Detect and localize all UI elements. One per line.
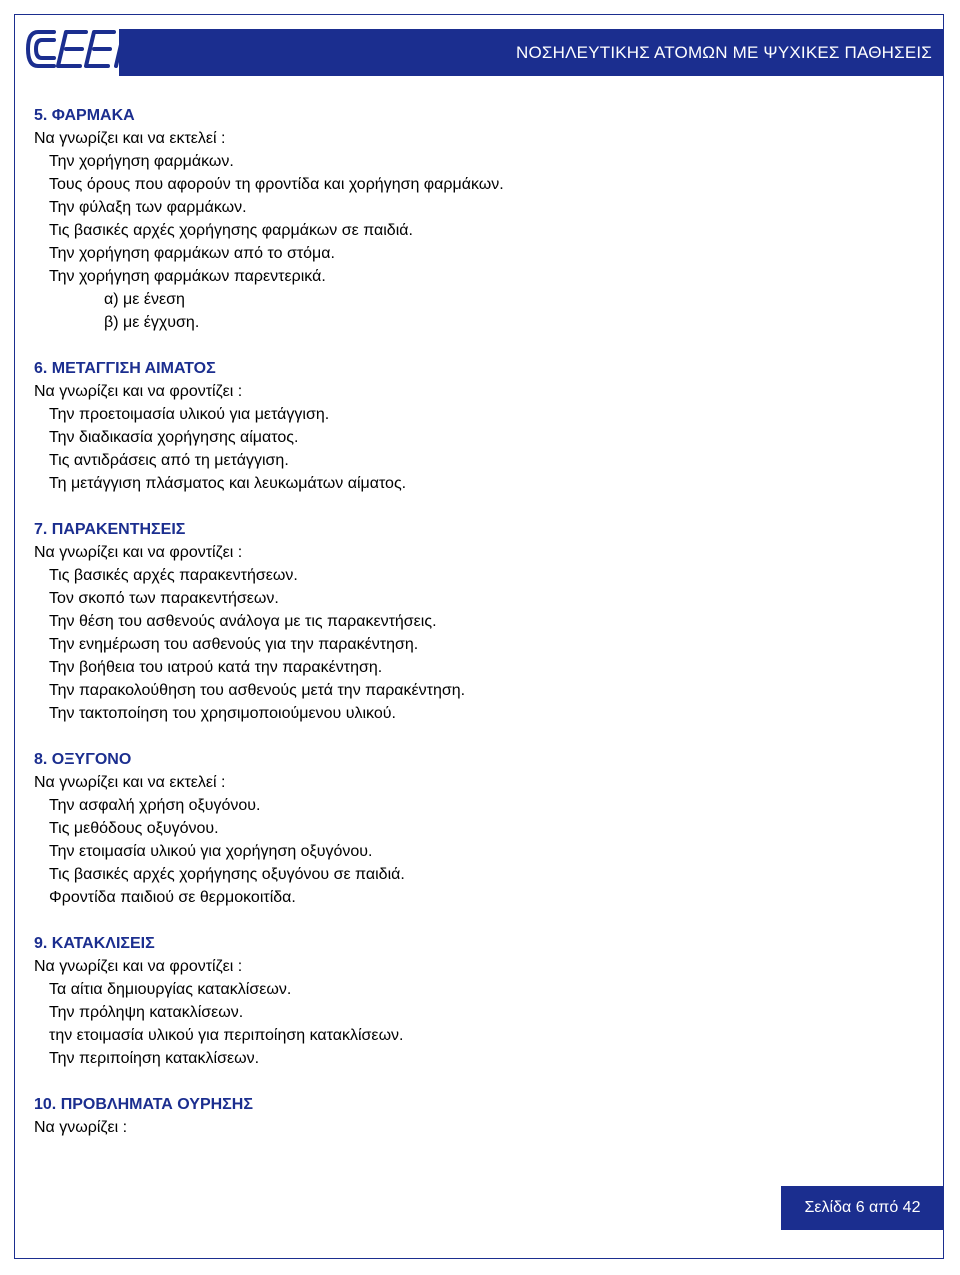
section-intro: Να γνωρίζει και να φροντίζει : <box>34 383 243 400</box>
list-item: Την τακτοποίηση του χρησιμοποιούμενου υλικού. <box>49 705 396 722</box>
section-intro: Να γνωρίζει : <box>34 1119 128 1136</box>
list-item: Τις βασικές αρχές χορήγησης οξυγόνου σε παιδιά. <box>49 866 405 883</box>
list-item: Τις μεθόδους οξυγόνου. <box>49 820 219 837</box>
section-intro: Να γνωρίζει και να φροντίζει : <box>34 958 243 975</box>
section-title: 10. ΠΡΟΒΛΗΜΑΤΑ ΟΥΡΗΣΗΣ <box>34 1096 253 1113</box>
document-body <box>34 104 924 1162</box>
list-item: Τις βασικές αρχές χορήγησης φαρμάκων σε παιδιά. <box>49 222 413 239</box>
list-item: Τις βασικές αρχές παρακεντήσεων. <box>49 567 298 584</box>
list-item: Την προετοιμασία υλικού για μετάγγιση. <box>49 406 330 423</box>
header-title: ΝΟΣΗΛΕΥΤΙΚΗΣ ΑΤΟΜΩΝ ΜΕ ΨΥΧΙΚΕΣ ΠΑΘΗΣΕΙΣ <box>119 29 944 76</box>
list-item: Τους όρους που αφορούν τη φροντίδα και χορήγηση φαρμάκων. <box>49 176 504 193</box>
sub-list-item: α) με ένεση <box>104 291 185 308</box>
list-item: Τα αίτια δημιουργίας κατακλίσεων. <box>49 981 292 998</box>
section-pharmaka <box>34 104 924 334</box>
section-katakliseis <box>34 932 924 1070</box>
list-item: Την χορήγηση φαρμάκων από το στόμα. <box>49 245 335 262</box>
list-item: Τη μετάγγιση πλάσματος και λευκωμάτων αίματος. <box>49 475 407 492</box>
section-title: 8. ΟΞΥΓΟΝΟ <box>34 751 132 768</box>
section-intro: Να γνωρίζει και να εκτελεί : <box>34 130 226 147</box>
section-oxygono <box>34 748 924 909</box>
page-number: Σελίδα 6 από 42 <box>781 1186 944 1230</box>
section-title: 5. ΦΑΡΜΑΚΑ <box>34 107 135 124</box>
section-provlimata-ourisis <box>34 1093 924 1139</box>
section-title: 6. ΜΕΤΑΓΓΙΣΗ ΑΙΜΑΤΟΣ <box>34 360 216 377</box>
list-item: Φροντίδα παιδιού σε θερμοκοιτίδα. <box>49 889 296 906</box>
list-item: Την ετοιμασία υλικού για χορήγηση οξυγόνου. <box>49 843 373 860</box>
page-footer <box>781 1199 944 1273</box>
list-item: Την περιποίηση κατακλίσεων. <box>49 1050 260 1067</box>
list-item: την ετοιμασία υλικού για περιποίηση κατακλίσεων. <box>49 1027 404 1044</box>
list-item: Τις αντιδράσεις από τη μετάγγιση. <box>49 452 289 469</box>
section-title: 9. ΚΑΤΑΚΛΙΣΕΙΣ <box>34 935 155 952</box>
page-header <box>14 14 944 84</box>
list-item: Την χορήγηση φαρμάκων παρεντερικά. <box>49 268 326 285</box>
section-parakentiseis <box>34 518 924 725</box>
list-item: Την βοήθεια του ιατρού κατά την παρακέντηση. <box>49 659 383 676</box>
sub-list-item: β) με έγχυση. <box>104 314 200 331</box>
list-item: Τον σκοπό των παρακεντήσεων. <box>49 590 279 607</box>
list-item: Την φύλαξη των φαρμάκων. <box>49 199 247 216</box>
list-item: Την ενημέρωση του ασθενούς για την παρακέντηση. <box>49 636 419 653</box>
list-item: Την πρόληψη κατακλίσεων. <box>49 1004 244 1021</box>
list-item: Την διαδικασία χορήγησης αίματος. <box>49 429 299 446</box>
list-item: Την παρακολούθηση του ασθενούς μετά την παρακέντηση. <box>49 682 466 699</box>
list-item: Την χορήγηση φαρμάκων. <box>49 153 234 170</box>
section-intro: Να γνωρίζει και να εκτελεί : <box>34 774 226 791</box>
section-metaggisi <box>34 357 924 495</box>
section-intro: Να γνωρίζει και να φροντίζει : <box>34 544 243 561</box>
section-title: 7. ΠΑΡΑΚΕΝΤΗΣΕΙΣ <box>34 521 186 538</box>
list-item: Την θέση του ασθενούς ανάλογα με τις παρακεντήσεις. <box>49 613 437 630</box>
list-item: Την ασφαλή χρήση οξυγόνου. <box>49 797 261 814</box>
